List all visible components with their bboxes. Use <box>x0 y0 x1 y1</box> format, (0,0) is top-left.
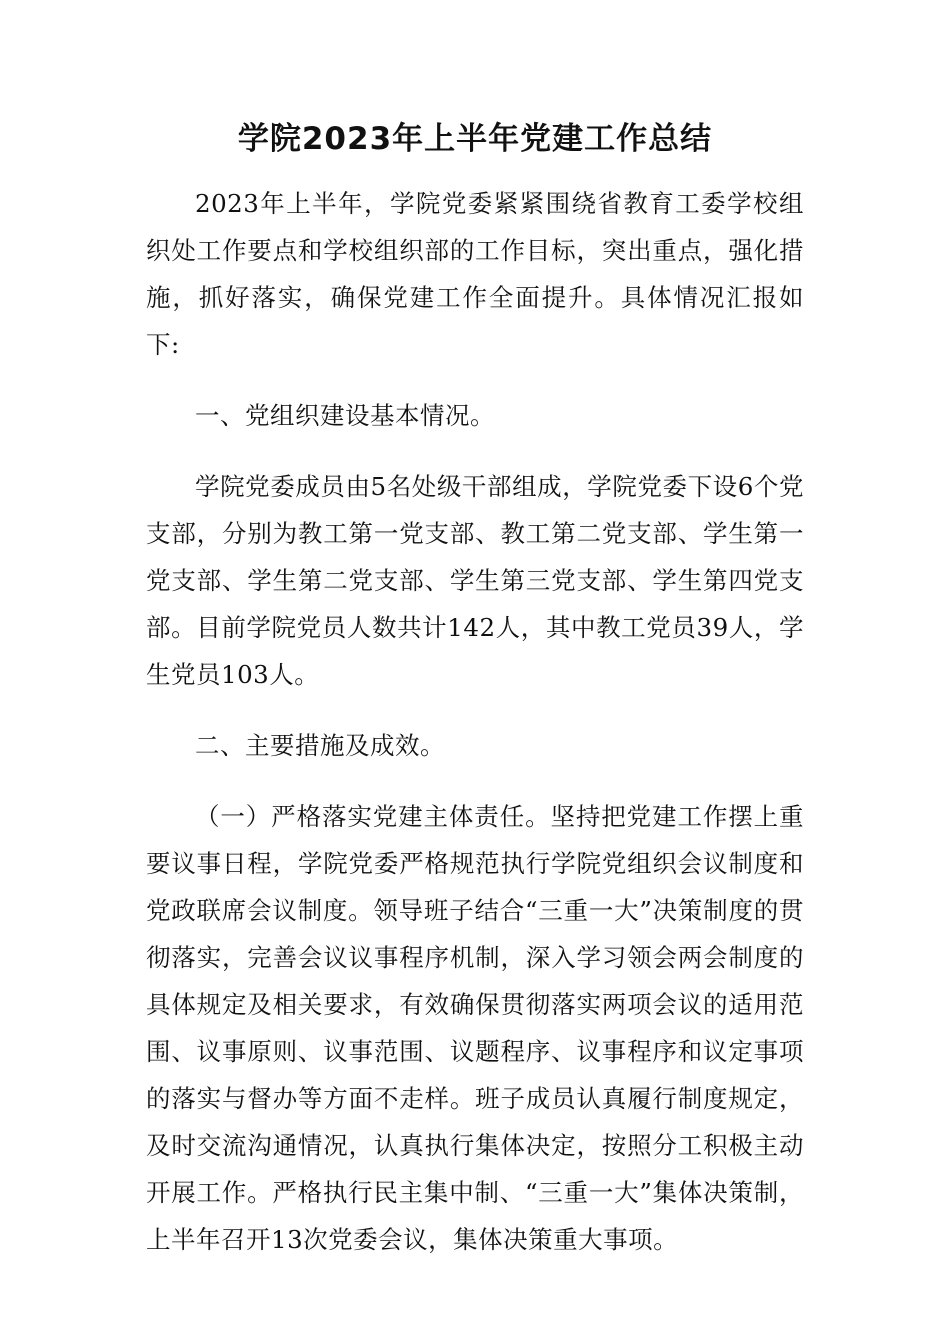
section-2-sub-1-body: 坚持把党建工作摆上重要议事日程，学院党委严格规范执行学院党组织会议制度和党政联席会议制度。领导班子结合“三重一大”决策制度的贯彻落实，完善会议议事程序机制，深入学习领会两会制度的具体规定及相关要求，有效确保贯彻落实两项会议的适用范围、议事原则、议事范围、议题程序、议事程序和议定事项的落实与督办等方面不走样。班子成员认真履行制度规定，及时交流沟通情况，认真执行集体决定，按照分工积极主动开展工作。严格执行民主集中制、“三重一大”集体决策制，上半年召开13次党委会议，集体决策重大事项。 <box>146 802 805 1254</box>
document-page <box>146 112 804 1287</box>
document-title: 学院2023年上半年党建工作总结 <box>237 121 713 157</box>
section-2-sub-1-lead: （一）严格落实党建主体责任。 <box>195 802 551 831</box>
section-2-heading: 二、主要措施及成效。 <box>195 731 445 760</box>
section-1-paragraph: 学院党委成员由5名处级干部组成，学院党委下设6个党支部，分别为教工第一党支部、教工第二党支部、学生第一党支部、学生第二党支部、学生第三党支部、学生第四党支部。目前学院党员人数共计142人，其中教工党员39人，学生党员103人。 <box>146 472 804 689</box>
section-1-heading: 一、党组织建设基本情况。 <box>195 401 495 430</box>
section-2-sub-1-paragraph <box>146 793 804 1263</box>
intro-paragraph: 2023年上半年，学院党委紧紧围绕省教育工委学校组织处工作要点和学校组织部的工作目标，突出重点，强化措施，抓好落实，确保党建工作全面提升。具体情况汇报如下: <box>146 189 804 359</box>
